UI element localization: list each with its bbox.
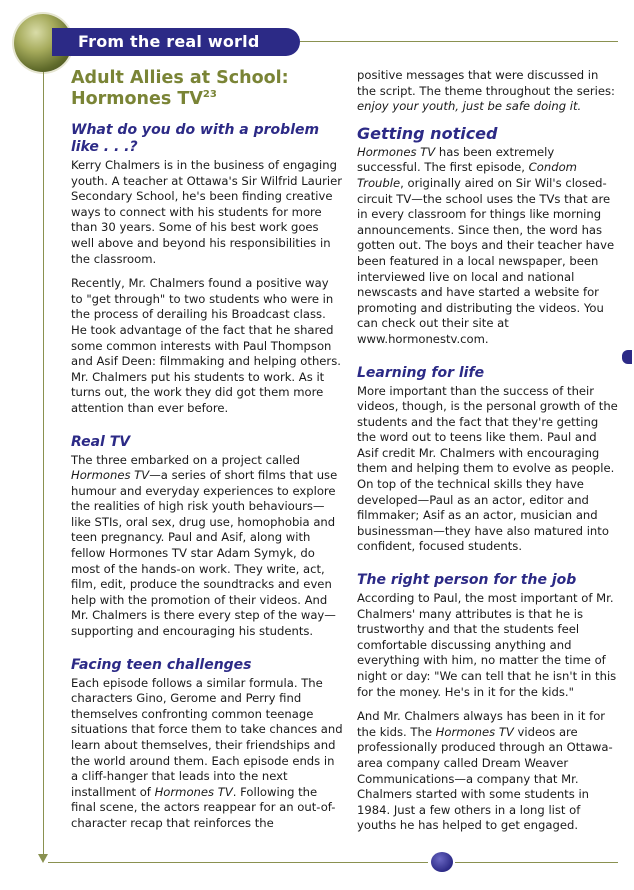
paragraph-rest: —a series of short films that use humour and everyday experiences to explore the realities of high risk youth behaviours—like STIs, oral sex, drug use, homophobia and teen pregnancy. Paul and Asif, along with fellow Hormones TV star Adam Symyk, do most of the hands-on work. They write, act, film, edit, produce the soundtracks and even help with the promotion of their videos. And Mr. Chalmers is there every step of the way—supporting and encouraging his students. — [71, 468, 338, 639]
column-left — [71, 68, 343, 841]
paragraph-lead: Each episode follows a similar formula. The characters Gino, Gerome and Perry find themselves confronting common teenage situations that force them to take chances and learn about themselves, their friendships and the world around them. Each episode ends in a cliff-hanger that leads into the next installment of — [71, 675, 343, 799]
article-title — [71, 68, 343, 110]
final-lead: And Mr. Chalmers always has been in it for the kids. The — [357, 709, 606, 739]
getting-noticed-paragraph — [357, 145, 619, 348]
paragraph-italic: Hormones TV — [71, 468, 150, 483]
learning-paragraph: More important than the success of their videos, though, is the personal growth of the students and the fact that they're getting the word out to teens like them. Paul and Asif credit Mr. Chalmers with encouraging them and helping them to evolve as people. On top of the technical skills they have developed—Paul as an actor, editor and filmmaker; Asif as an actor, musician and businessman—they have also matured into confident, focused students. — [357, 383, 618, 554]
paragraph-lead: The three embarked on a project called — [71, 452, 300, 467]
arrow-down-icon — [38, 854, 48, 863]
paragraph-2: Recently, Mr. Chalmers found a positive way to "get through" to two students who were in the process of derailing his Broadcast class. He took advantage of the fact that he shared some common interests with Paul Thompson and Asif Deen: filmmaking and helping others. Mr. Chalmers put his students to work. As it turns out, the work they did got them more attention than ever before. — [71, 276, 341, 415]
continued-paragraph — [357, 68, 619, 115]
paragraph-6 — [71, 676, 343, 832]
heading-0: What do you do with a problem like . . .? — [71, 122, 320, 155]
column-right — [357, 68, 619, 843]
divider-left — [43, 72, 44, 858]
heading-learning-for-life: Learning for life — [357, 364, 485, 381]
continued-italic: enjoy your youth, just be safe doing it. — [357, 99, 582, 114]
paragraph-1: Kerry Chalmers is in the business of engaging youth. A teacher at Ottawa's Sir Wilfrid Laurier Secondary School, he's been finding creative ways to connect with his students for more than 30 years. Some of his best work goes well above and beyond his responsibilities in the classroom. — [71, 158, 343, 266]
side-tab — [622, 350, 632, 364]
page-marker-icon — [431, 852, 453, 872]
heading-getting-noticed: Getting noticed — [357, 123, 498, 143]
getting-noticed-text-1: has been extremely successful. The first episode, — [357, 144, 555, 175]
heading-5: Facing teen challenges — [71, 656, 252, 673]
article-title-text: Adult Allies at School: Hormones TV — [71, 68, 289, 109]
column-left-body — [71, 122, 343, 832]
paragraph-rest: . Following the final scene, the actors reappear for an out-of-character recap that reinforces the — [71, 784, 336, 830]
paragraph-italic: Hormones TV — [154, 784, 233, 799]
section-banner: From the real world — [52, 28, 300, 56]
footnote-ref: 23 — [202, 89, 217, 100]
getting-noticed-text-2: , originally aired on Sir Wil's closed-circuit TV—the school uses the TVs that are in every classroom for things like morning announcements. Since then, the word has gotten out. The boys and their teacher have been featured in a local newspaper, been interviewed live on local and national newscasts and have started a website for promoting and distributing the videos. You can check out their site at www.hormonestv.com. — [357, 175, 615, 346]
divider-bottom-right — [455, 862, 618, 863]
getting-noticed-italic-2: Condom Trouble — [357, 160, 577, 190]
final-paragraph — [357, 709, 619, 834]
final-rest: videos are professionally produced through an Ottawa-area company called Dream Weaver Communications—a company that Mr. Chalmers started with some students in 1984. Just a few others in a long list of youths he has helped to get engaged. — [357, 724, 613, 833]
continued-text: positive messages that were discussed in the script. The theme throughout the series: — [357, 68, 615, 98]
final-italic: Hormones TV — [435, 724, 514, 739]
divider-top — [300, 41, 618, 42]
right-person-paragraph: According to Paul, the most important of Mr. Chalmers' many attributes is that he is trustworthy and that the students feel comfortable discussing anything and everything with him, no matter the time of night or day: "We can tell that he isn't in this for the money. He's in it for the kids." — [357, 591, 617, 699]
paragraph-4 — [71, 453, 343, 640]
divider-bottom — [48, 862, 428, 863]
heading-right-person: The right person for the job — [357, 572, 577, 589]
heading-3: Real TV — [71, 433, 131, 450]
getting-noticed-italic-1: Hormones TV — [357, 144, 436, 159]
